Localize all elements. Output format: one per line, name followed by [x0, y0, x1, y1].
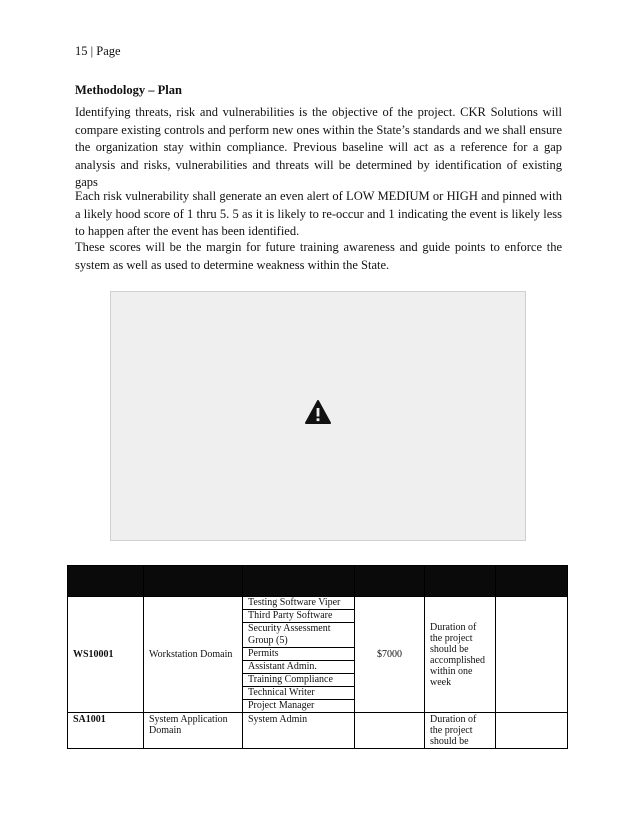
- duration-cell: Duration of the project should be: [425, 713, 496, 749]
- table-header-cell: [144, 566, 243, 597]
- role-cell: Training Compliance: [243, 674, 355, 687]
- table-header-cell: [355, 566, 425, 597]
- warning-icon: [305, 399, 331, 425]
- asset-id-cell: SA1001: [68, 713, 144, 749]
- duration-cell: Duration of the project should be accomplished within one week: [425, 597, 496, 713]
- table-row: [68, 713, 568, 749]
- paragraph-scores: These scores will be the margin for future training awareness and guide points to enforce the system as well as used to determine weakness within the State.: [75, 240, 562, 272]
- paragraph-risk-alert: Each risk vulnerability shall generate an even alert of LOW MEDIUM or HIGH and pinned with a likely hood score of 1 thru 5. 5 as it is likely to re-occur and 1 indicating the event is likely less to happen after the event has been identified.: [75, 189, 562, 238]
- cost-cell: [355, 713, 425, 749]
- empty-cell: [496, 597, 568, 713]
- asset-id-cell: WS10001: [68, 597, 144, 713]
- section-heading: Methodology – Plan: [75, 83, 182, 97]
- table-header-cell: [496, 566, 568, 597]
- role-cell: Project Manager: [243, 700, 355, 713]
- role-cell: Security Assessment Group (5): [243, 623, 355, 648]
- role-cell: Assistant Admin.: [243, 661, 355, 674]
- role-cell: Testing Software Viper: [243, 597, 355, 610]
- table-header-cell: [425, 566, 496, 597]
- role-cell: Permits: [243, 648, 355, 661]
- page-number: 15 | Page: [75, 44, 121, 58]
- paragraph-objective: Identifying threats, risk and vulnerabilities is the objective of the project. CKR Solutions will compare existing controls and perform new ones within the State’s standards and we shall ensure the organization stay within compliance. Previous baseline will act as a reference for a gap analysis and risks, vulnerabilities and threats will be determined by identification of existing gaps: [75, 105, 562, 189]
- risk-table: [67, 565, 568, 749]
- domain-cell: Workstation Domain: [144, 597, 243, 713]
- role-cell: Technical Writer: [243, 687, 355, 700]
- table-header-row: [68, 566, 568, 597]
- table-header-cell: [243, 566, 355, 597]
- role-cell: Third Party Software: [243, 610, 355, 623]
- table-row: [68, 597, 568, 610]
- empty-cell: [496, 713, 568, 749]
- domain-cell: System Application Domain: [144, 713, 243, 749]
- table-header-cell: [68, 566, 144, 597]
- cost-cell: $7000: [355, 597, 425, 713]
- role-cell: System Admin: [243, 713, 355, 749]
